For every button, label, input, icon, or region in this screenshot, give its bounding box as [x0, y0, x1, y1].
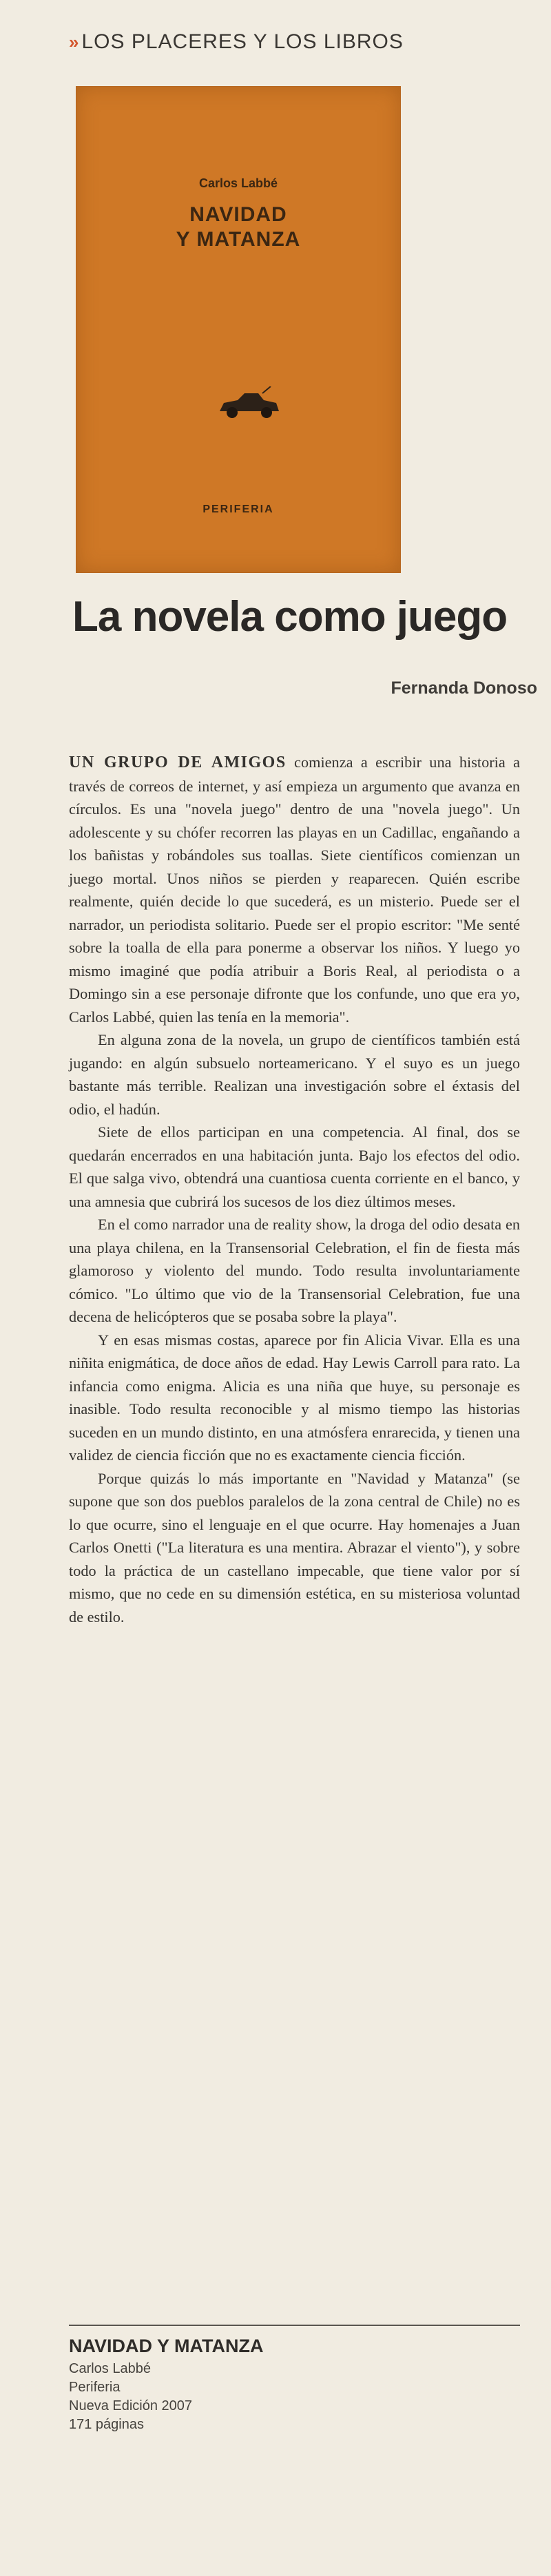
cover-publisher: PERIFERIA [202, 503, 274, 515]
sheet-publisher: Periferia [69, 2380, 121, 2395]
cover-title: NAVIDAD Y MATANZA [176, 203, 301, 251]
paragraph-text: comienza a escribir una historia a través de correos de internet, y así empieza un argumento que avanza en círculos. Es una "novela juego" dentro de una "novela juego". Un adolescente y su chófer recorren las playas en un Cadillac, engañando a los bañistas y robándoles sus toallas. Siete científicos comienzan un juego mortal. Unos niños se pierden y reaparecen. Quién escribe realmente, quién decide lo que sucederá, es un misterio. Puede ser el narrador, un periodista solitario. Puede ser el propio escritor: "Me senté sobre la toalla de ella para ponerme a observar los niños. Y luego yo mismo imaginé que podía atribuir a Boris Real, al periodista o a Domingo sin a ese personaje difronte que los confunde, uno que era yo, Carlos Labbé, quien las tenía en la memoria". [69, 754, 520, 1026]
sheet-author: Carlos Labbé [69, 2361, 151, 2376]
section-title: LOS PLACERES Y LOS LIBROS [81, 30, 404, 53]
book-cover-image [76, 86, 401, 573]
article-paragraph: En el como narrador una de reality show, la droga del odio desata en una playa chilena, en la Transensorial Celebration, el fin de fiesta más glamoroso y violento del mundo. Todo resulta involuntariamente cómico. "Lo último que vio de la Transensorial Celebration, fue una decena de helicópteros que se posaba sobre la playa". [69, 1216, 520, 1325]
double-arrow-icon: » [69, 31, 75, 52]
cover-author: Carlos Labbé [198, 176, 278, 190]
article-byline: Fernanda Donoso [391, 678, 537, 698]
lead-in: UN GRUPO DE AMIGOS [69, 754, 287, 771]
article-paragraph: Siete de ellos participan en una competencia. Al final, dos se quedarán encerrados en una habitación junta. Bajo los efectos del odio. El que salga vivo, obtendrá una cuantiosa cuenta corriente en el banco, y una amnesia que cubrirá los sucesos de los diez últimos meses. [69, 1123, 520, 1210]
article-paragraph [69, 751, 520, 1028]
divider [69, 2325, 520, 2326]
article-title: La novela como juego [72, 593, 508, 641]
sheet-pages: 171 páginas [69, 2417, 144, 2432]
sheet-title: NAVIDAD Y MATANZA [69, 2336, 264, 2356]
article-paragraph: En alguna zona de la novela, un grupo de científicos también está jugando: en algún subsuelo norteamericano. Y el suyo es un juego bastante más terrible. Realizan una investigación sobre el éxtasis del odio, el hadún. [69, 1031, 520, 1118]
sheet-edition: Nueva Edición 2007 [69, 2398, 193, 2413]
technical-sheet [69, 2325, 520, 2434]
article-body [69, 751, 520, 1628]
article-paragraph: Porque quizás lo más importante en "Navidad y Matanza" (se supone que son dos pueblos paralelos de la zona central de Chile) no es lo que ocurre, sino el lenguaje en el que ocurre. Hay homenajes a Juan Carlos Onetti ("La literatura es una mentira. Abrazar el viento"), y sobre todo la práctica de un castellano impecable, que tiene valor por sí mismo, que no cede en su dimensión estética, en su misteriosa voluntad de estilo. [69, 1469, 520, 1625]
car-icon [214, 386, 283, 421]
article-paragraph: Y en esas mismas costas, aparece por fin Alicia Vivar. Ella es una niñita enigmática, de doce años de edad. Hay Lewis Carroll para rato. La infancia como enigma. Alicia es una niña que huye, su personaje es inasible. Todo resulta reconocible y al mismo tiempo las historias suceden en un mundo distinto, en una atmósfera enrarecida, y tienen una validez de ciencia ficción que no es exactamente ciencia ficción. [69, 1331, 520, 1464]
section-header [69, 30, 404, 54]
